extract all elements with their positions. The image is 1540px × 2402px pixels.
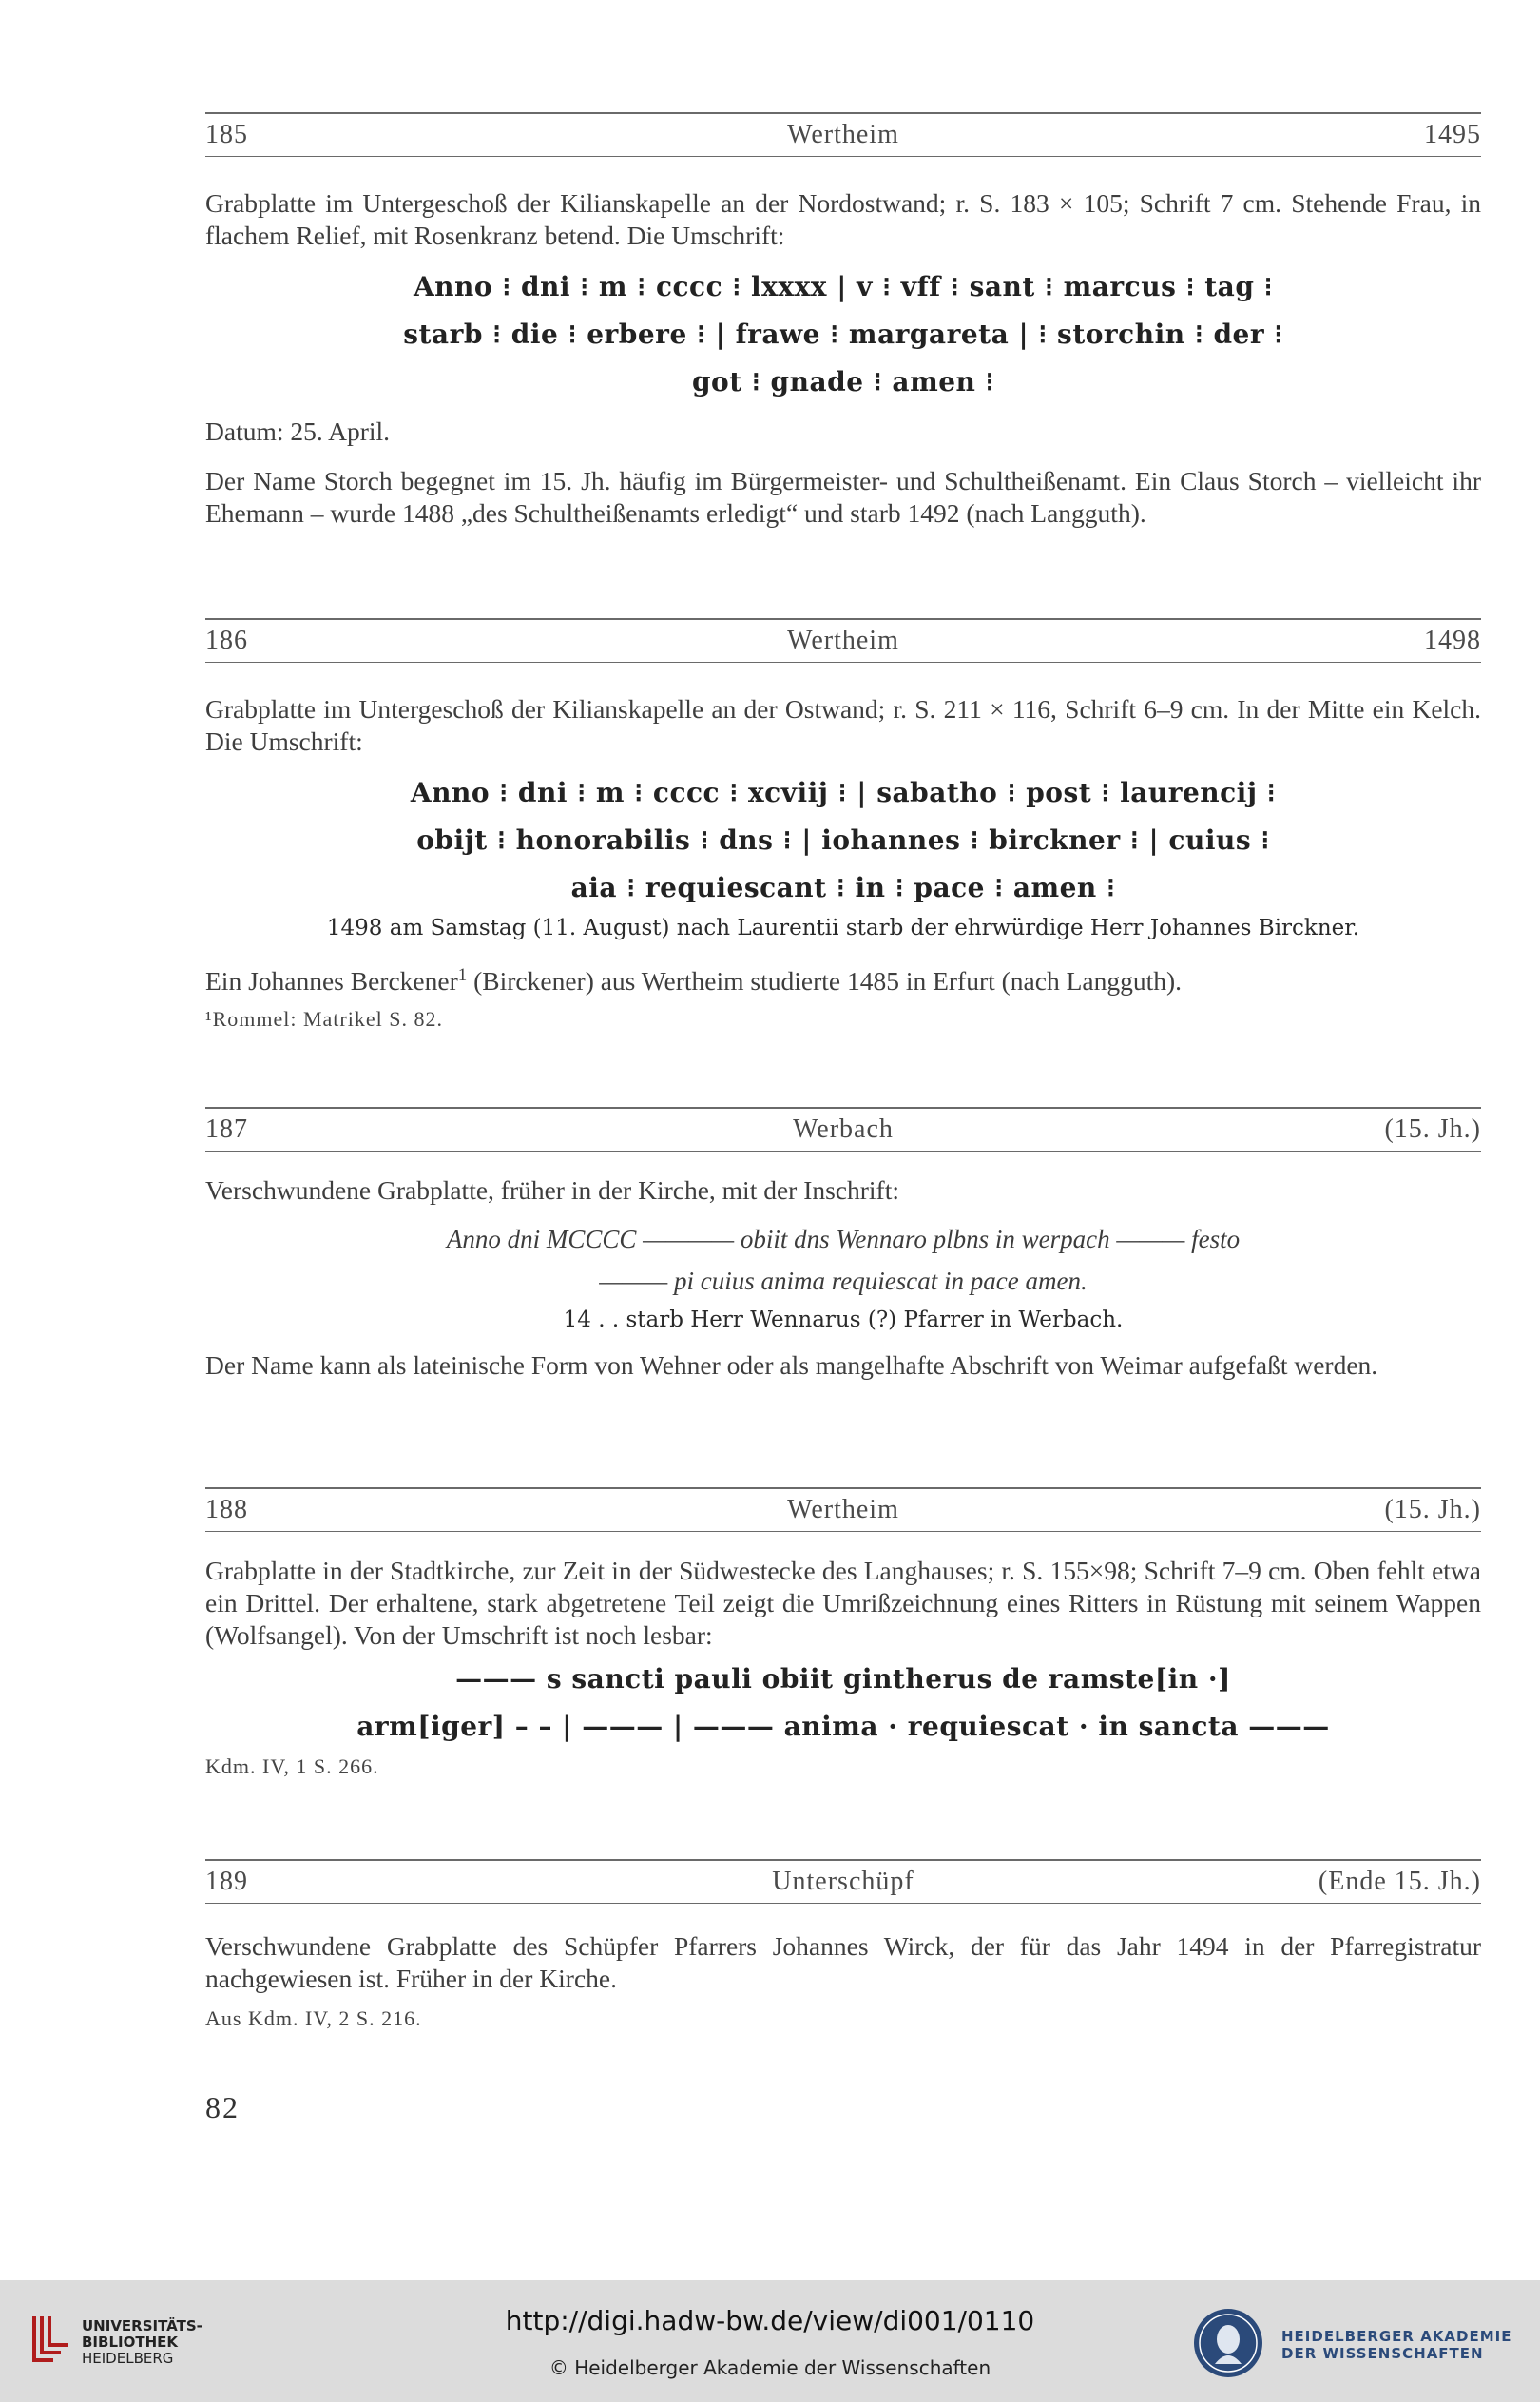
footnote-marker: 1 [457,965,468,985]
inscription [205,263,1481,406]
entry-rule-bottom [205,662,1481,663]
inscription-line: ——— s sancti pauli obiit gintherus de ramste[in ·] [455,1663,1231,1695]
university-library-name: UNIVERSITÄTS- BIBLIOTHEK HEIDELBERG [82,2317,202,2367]
entry-place: Wertheim [787,1495,899,1524]
entry-description: Grabplatte im Untergeschoß der Kilianskapelle an der Ostwand; r. S. 211 × 116, Schrift 6–9 cm. In der Mitte ein Kelch. Die Umschrift: [205,694,1481,756]
entry-187 [205,1107,1481,1382]
entry-number: 189 [205,1867,248,1896]
entry-header [205,1109,1481,1151]
translation: 1498 am Samstag (11. August) nach Laurentii starb der ehrwürdige Herr Johannes Birckner. [326,916,1360,940]
entry-date: 1495 [1424,120,1481,149]
entry-189 [205,1859,1481,2031]
entry-date: (15. Jh.) [1384,1495,1481,1524]
inscription [205,769,1481,912]
inscription-line: starb ⁝ die ⁝ erbere ⁝ | frawe ⁝ margareta | ⁝ storchin ⁝ der ⁝ [403,319,1283,350]
entry-place: Wertheim [787,120,899,149]
inscription-line: arm[iger] – – | ——— | ——— anima · requiescat · in sancta ——— [356,1711,1330,1742]
page-url-link[interactable]: http://digi.hadw-bw.de/view/di001/0110 [505,2305,1035,2336]
entry-date: 1498 [1424,626,1481,655]
inscription-line: aia ⁝ requiescant ⁝ in ⁝ pace ⁝ amen ⁝ [570,872,1116,903]
entry-date: (15. Jh.) [1384,1114,1481,1144]
entry-number: 188 [205,1495,248,1524]
translation: 14 . . starb Herr Wennarus (?) Pfarrer in Werbach. [563,1308,1124,1332]
entry-commentary: Ein Johannes Berckener$^1$ (Birckener) aus Wertheim studierte 1485 in Erfurt (nach Langguth). [205,965,1183,997]
entry-source: Kdm. IV, 1 S. 266. [205,1754,379,1778]
entry-188 [205,1487,1481,1779]
inscription-line: obijt ⁝ honorabilis ⁝ dns ⁝ | iohannes ⁝ birckner ⁝ | cuius ⁝ [416,824,1270,856]
footer-bar [0,2280,1540,2402]
entry-number: 187 [205,1114,248,1144]
entry-header [205,1861,1481,1903]
inscription-line: Anno ⁝ dni ⁝ m ⁝ cccc ⁝ xcviij ⁝ | sabatho ⁝ post ⁝ laurencij ⁝ [410,777,1277,808]
page-number: 82 [205,2090,240,2124]
entry-185 [205,112,1481,530]
entry-rule-bottom [205,156,1481,157]
entry-number: 185 [205,120,248,149]
entry-186 [205,618,1481,1032]
inscription [205,1656,1481,1751]
entry-place: Werbach [793,1114,894,1144]
latin-line: ——— pi cuius anima requiescat in pace amen. [599,1267,1088,1295]
latin-text [205,1218,1481,1302]
entry-commentary: Der Name kann als lateinische Form von Wehner oder als mangelhafte Abschrift von Weimar aufgefaßt werden. [205,1350,1378,1380]
entry-description: Grabplatte im Untergeschoß der Kilianskapelle an der Nordostwand; r. S. 183 × 105; Schrift 7 cm. Stehende Frau, in flachem Relief, mit Rosenkranz betend. Die Umschrift: [205,188,1481,250]
inscription-line: got ⁝ gnade ⁝ amen ⁝ [691,366,995,397]
academy-name: HEIDELBERGER AKADEMIE DER WISSENSCHAFTEN [1281,2328,1512,2362]
latin-line: Anno dni MCCCC ———— obiit dns Wennaro plbns in werpach ——— festo [446,1225,1241,1253]
entry-description: Verschwundene Grabplatte, früher in der Kirche, mit der Inschrift: [205,1175,899,1205]
entry-description: Grabplatte in der Stadtkirche, zur Zeit in der Südwestecke des Langhauses; r. S. 155×98; Schrift 7–9 cm. Oben fehlt etwa ein Drittel. Der erhaltene, stark abgetretene Teil zeigt die Umrißzeichnung eines Ritters in Rüstung mit seinem Wappen (Wolfsangel). Von der Umschrift ist noch lesbar: [205,1556,1481,1650]
entry-number: 186 [205,626,248,655]
entry-rule-bottom [205,1531,1481,1532]
entry-commentary: Der Name Storch begegnet im 15. Jh. häufig im Bürgermeister- und Schultheißenamt. Ein Claus Storch – vielleicht ihr Ehemann – wurde 1488 „des Schultheißenamts erledigt“ und starb 1492 (nach Langguth). [205,466,1481,528]
entry-date: (Ende 15. Jh.) [1318,1867,1481,1896]
entry-header [205,114,1481,156]
entry-description: Verschwundene Grabplatte des Schüpfer Pfarrers Johannes Wirck, der für das Jahr 1494 in der Pfarregistratur nachgewiesen ist. Früher in der Kirche. [205,1931,1481,1993]
entry-source: Aus Kdm. IV, 2 S. 216. [205,2006,422,2030]
entry-header [205,620,1481,662]
entry-header [205,1489,1481,1531]
entry-rule-bottom [205,1151,1481,1152]
copyright-notice: © Heidelberger Akademie der Wissenschaften [549,2356,991,2379]
entry-place: Wertheim [787,626,899,655]
inscription-line: Anno ⁝ dni ⁝ m ⁝ cccc ⁝ lxxxx | v ⁝ vff ⁝ sant ⁝ marcus ⁝ tag ⁝ [413,271,1274,302]
footnote: ¹Rommel: Matrikel S. 82. [205,1007,443,1032]
entry-rule-bottom [205,1903,1481,1904]
entry-datum: Datum: 25. April. [205,416,391,446]
entry-place: Unterschüpf [772,1867,914,1896]
academy-seal-icon[interactable] [1190,2305,1266,2386]
